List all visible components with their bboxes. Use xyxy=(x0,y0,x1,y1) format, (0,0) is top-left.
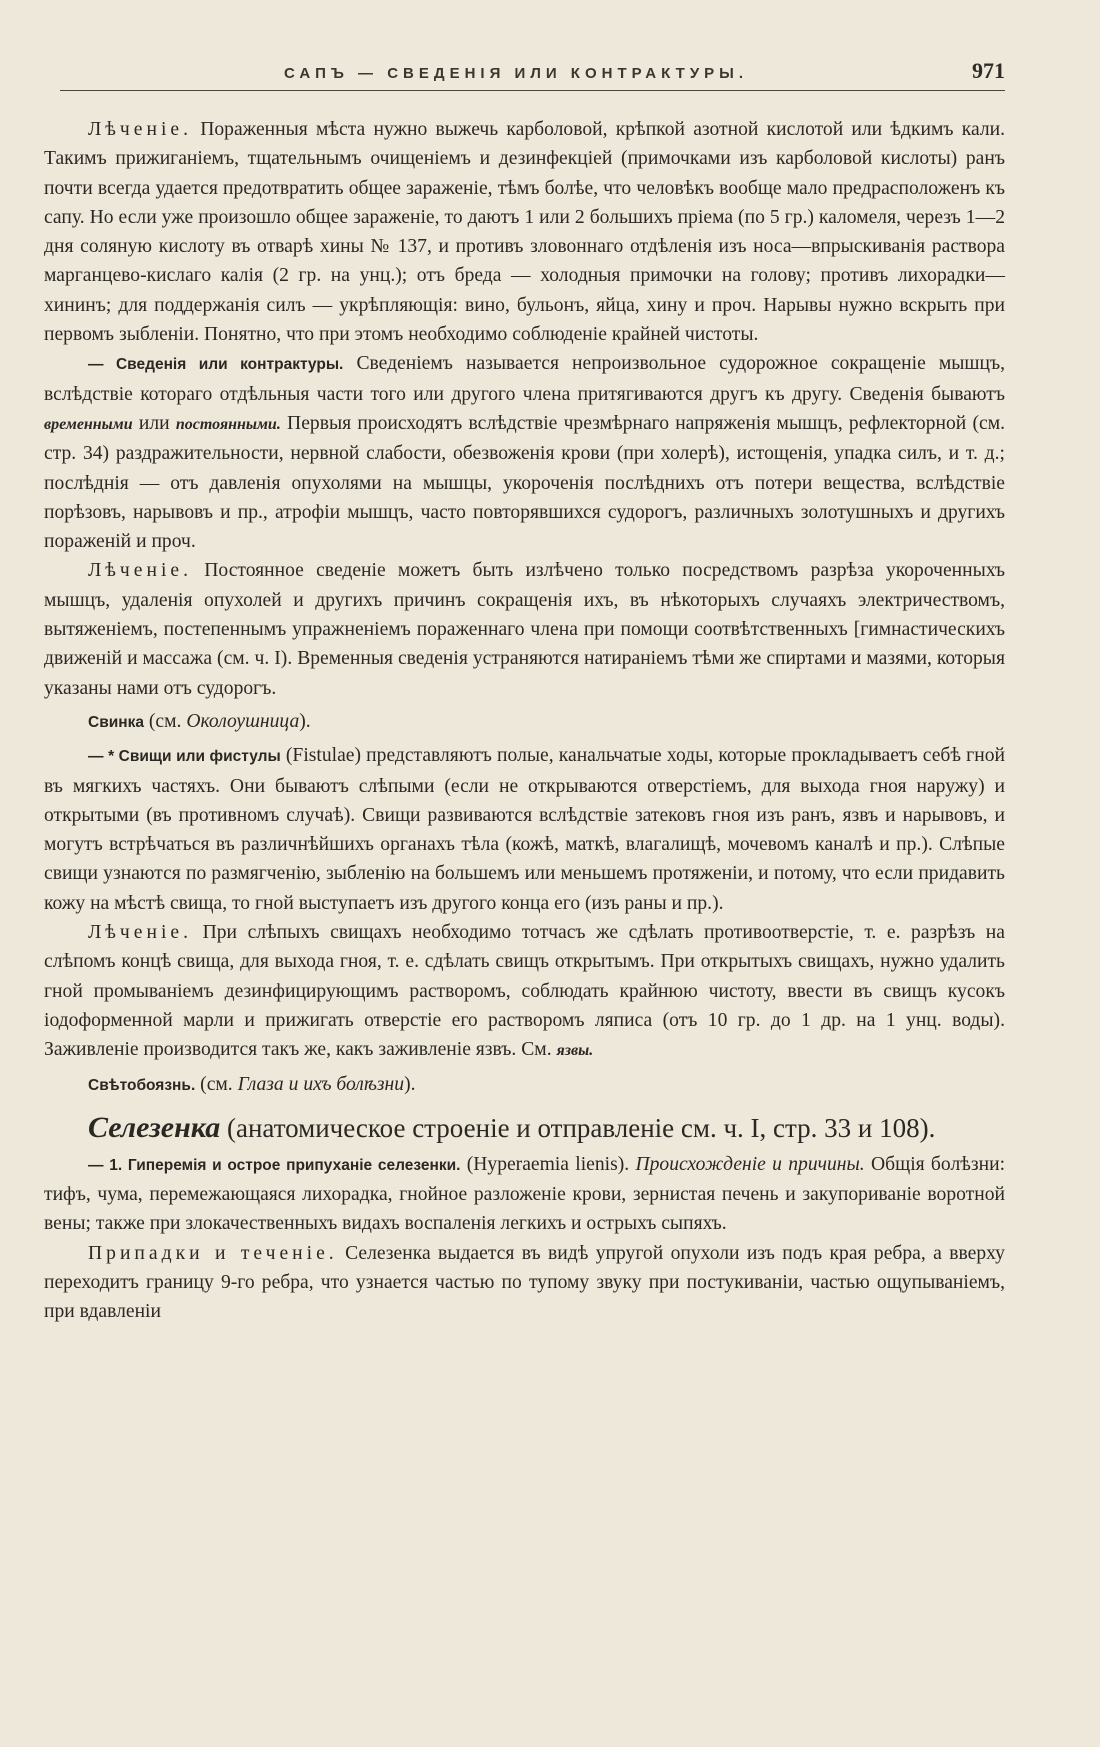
page-number: 971 xyxy=(972,58,1005,83)
italic-term: постоянными. xyxy=(175,415,281,433)
paragraph-lead: Лѣченіе. xyxy=(88,560,193,582)
paragraph-text: ). xyxy=(404,1073,416,1095)
paragraph-text: или xyxy=(138,412,170,434)
section-text: (анатомическое строеніе и отправленіе см. ч. I, стр. 33 и 108). xyxy=(226,1112,936,1143)
paragraph-text: (Hyperaemia lienis). xyxy=(466,1153,630,1175)
entry-heading: — * Свищи или фистулы xyxy=(88,748,281,766)
running-title: САПЪ — СВЕДЕНІЯ ИЛИ КОНТРАКТУРЫ. xyxy=(283,65,749,82)
paragraph-text: (см. xyxy=(200,1073,233,1095)
section-spleen xyxy=(44,1110,1005,1146)
paragraph-text: При слѣпыхъ свищахъ необходимо тотчасъ же сдѣлать противоотверстіе, т. е. разрѣзъ на слѣпомъ концѣ свища, для выхода гноя, т. е. сдѣлать свищъ открытымъ. При открытыхъ свищахъ, нужно удалить гной промываніемъ дезинфицирующимъ растворомъ, соблюдать крайнюю чистоту, ввести въ свищъ кусокъ іодоформенной марли и прижигать отверстіе его растворомъ ляписа (отъ 10 гр. до 1 др. на 1 унц. воды). Заживленіе производится такъ же, какъ заживленіе язвъ. См. xyxy=(44,922,1005,1061)
page-header xyxy=(60,58,1005,91)
entry-heading: Свѣтобоязнь. xyxy=(88,1076,196,1094)
paragraph-text: (Fistulae) представляютъ полые, канальчатые ходы, которые прокладываетъ себѣ гной въ мягкихъ частяхъ. Они бываютъ слѣпыми (если не открываются отверстіемъ, для выхода гноя наружу) и открытыми (въ противномъ случаѣ). Свищи развиваются вслѣдствіе затековъ гноя изъ ранъ, язвъ и нарывовъ, и могутъ встрѣчаться въ различнѣйшихъ органахъ тѣла (кожѣ, маткѣ, влагалищѣ, мочевомъ каналѣ и пр.). Слѣпые свищи узнаются по размягченію, зыбленію на большемъ или меньшемъ протяженіи, и потому, что если придавить кожу на мѣстѣ свища, то гной выступаетъ изъ другого конца его (изъ раны и пр.). xyxy=(44,745,1005,914)
entry-photophobia xyxy=(44,1070,1005,1100)
paragraph-lead: Припадки и теченіе. xyxy=(88,1242,338,1264)
cross-reference: Глаза и ихъ болѣзни xyxy=(237,1073,405,1095)
paragraph-treatment-glanders xyxy=(44,115,1005,349)
paragraph-text: Постоянное сведеніе можетъ быть излѣчено только посредствомъ разрѣза укороченныхъ мышцъ, удаленія опухолей и другихъ причинъ сокращенія ихъ, въ нѣкоторыхъ случаяхъ электричествомъ, вытяженіемъ, постепеннымъ упражненіемъ пораженнаго члена при помощи соотвѣтственныхъ [гимнастическихъ движеній и массажа (см. ч. I). Временныя сведенія устраняются натираніемъ тѣми же спиртами и мазями, которыя указаны нами отъ судорогъ. xyxy=(44,560,1006,699)
italic-subheading: Происхожденіе и причины. xyxy=(635,1153,865,1175)
entry-heading: Свинка xyxy=(88,713,144,731)
paragraph-text: Общія болѣзни: тифъ, чума, перемежающаяся лихорадка, гнойное разложеніе крови, зернистая печень и закупориваніе воротной вены; также при злокачественныхъ видахъ воспаленія легкихъ и острыхъ сыпяхъ. xyxy=(44,1153,1006,1235)
entry-heading: — Сведенія или контрактуры. xyxy=(88,356,344,374)
entry-contractures xyxy=(44,349,1005,556)
cross-reference: Околоушница xyxy=(186,710,300,732)
paragraph-lead: Лѣченіе. xyxy=(88,119,193,140)
paragraph-lead: Лѣченіе. xyxy=(88,922,193,944)
entry-heading: — 1. Гиперемія и острое припуханіе селезенки. xyxy=(88,1156,461,1174)
cross-reference: язвы. xyxy=(556,1042,594,1060)
paragraph-text: Пораженныя мѣста нужно выжечь карболовой, крѣпкой азотной кислотой или ѣдкимъ кали. Такимъ прижиганіемъ, тщательнымъ очищеніемъ и дезинфекціей (примочками изъ карболовой кислоты) ранъ почти всегда удается предотвратить общее зараженіе, тѣмъ болѣе, что человѣкъ вообще мало предрасположенъ къ сапу. Но если уже произошло общее зараженіе, то даютъ 1 или 2 большихъ пріема (по 5 гр.) каломеля, черезъ 1—2 дня соляную кислоту въ отварѣ хины № 137, и противъ зловоннаго отдѣленія изъ носа—впрыскиванія раствора марганцево-кислаго калія (2 гр. на унц.); отъ бреда — холодныя примочки на голову; противъ лихорадки—хининъ; для поддержанія силъ — укрѣпляющія: вино, бульонъ, яйца, хину и проч. Нарывы нужно вскрыть при первомъ зыбленіи. Понятно, что при этомъ необходимо соблюденіе крайней чистоты. xyxy=(44,119,1005,346)
paragraph-text: Сведеніемъ называется непроизвольное судорожное сокращеніе мышцъ, вслѣдствіе котораго отдѣльныя части того или другого члена притягиваются другъ къ другу. Сведенія бываютъ xyxy=(44,353,1006,405)
entry-mumps xyxy=(44,707,1005,737)
italic-term: временными xyxy=(44,415,133,433)
paragraph-text: Селезенка выдается въ видѣ упругой опухоли изъ подъ края ребра, а вверху переходитъ границу 9-го ребра, что узнается частью по тупому звуку при постукиваніи, частью ощупываніемъ, при вдавленіи xyxy=(44,1242,1005,1323)
page-body xyxy=(44,115,1005,1327)
entry-spleen-hyperemia xyxy=(44,1150,1005,1239)
paragraph-text: ). xyxy=(299,710,311,732)
paragraph-symptoms-course xyxy=(44,1239,1005,1327)
paragraph-treatment-fistulae xyxy=(44,918,1005,1065)
section-heading: Селезенка xyxy=(88,1110,221,1144)
paragraph-treatment-contractures xyxy=(44,556,1005,702)
paragraph-text: Первыя происходятъ вслѣдствіе чрезмѣрнаго напряженія мышцъ, рефлекторной (см. стр. 34) раздражительности, нервной слабости, обезвоженія крови (при холерѣ), истощенія, упадка силъ, и т. д.; послѣднія — отъ давленія опухолями на мышцы, укороченія послѣднихъ отъ потери вещества, вслѣдствіе порѣзовъ, нарывовъ и пр., атрофіи мышцъ, часто повторявшихся судорогъ, различныхъ золотушныхъ и другихъ пораженій и проч. xyxy=(44,412,1005,553)
entry-fistulae xyxy=(44,741,1005,918)
paragraph-text: (см. xyxy=(148,710,182,732)
